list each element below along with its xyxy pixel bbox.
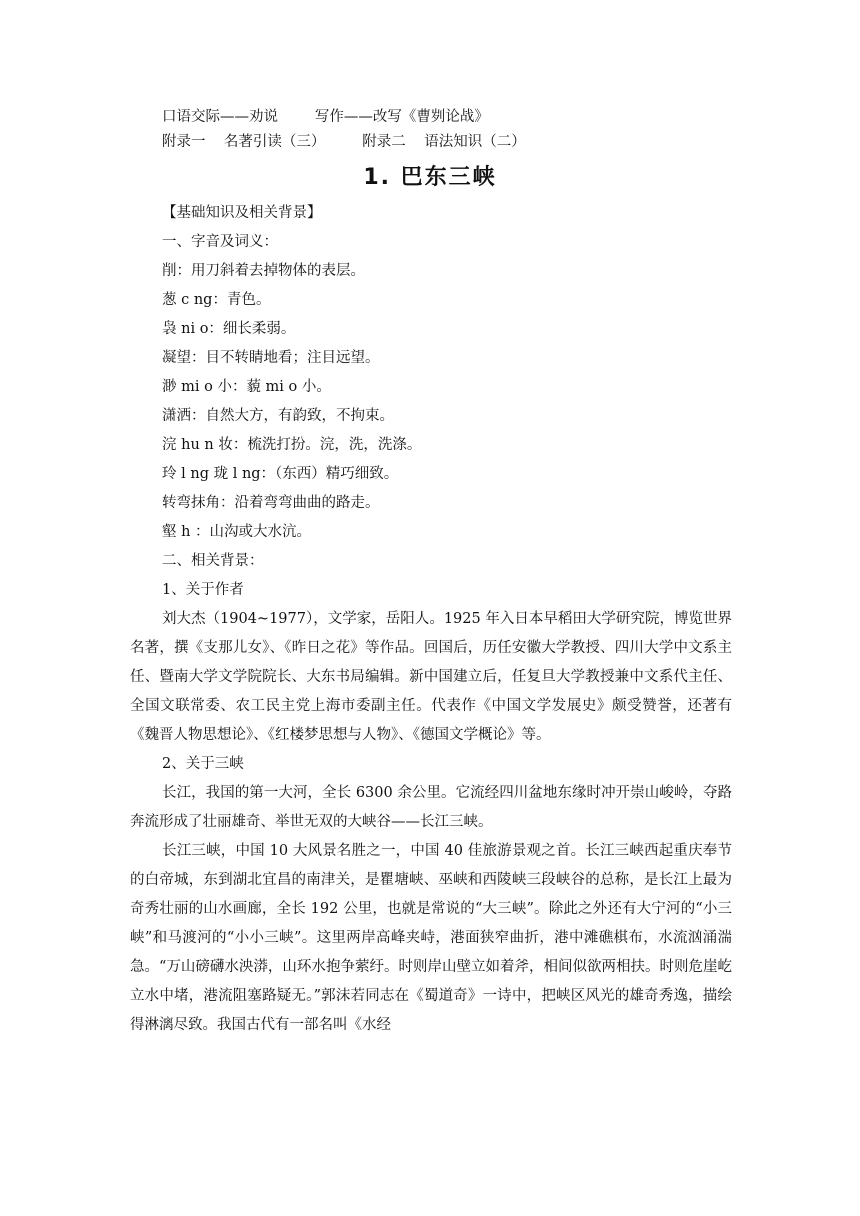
vocab-item: 葱 c ng：青色。	[162, 292, 271, 308]
section-header-related: 二、相关背景：	[162, 553, 264, 569]
gorges-paragraph-1: 长江，我国的第一大河，全长 6300 余公里。它流经四川盆地东缘时冲开崇山峻岭，夺路奔流形成了壮丽雄奇、举世无双的大峡谷——长江三峡。	[130, 785, 732, 830]
subsection-header-author: 1、关于作者	[162, 582, 244, 598]
vocab-item: 壑 h ：山沟或大水沆。	[162, 524, 312, 540]
gorges-paragraph-2: 长江三峡，中国 10 大风景名胜之一，中国 40 佳旅游景观之首。长江三峡西起重庆奉节的白帝城，东到湖北宜昌的南津关，是瞿塘峡、巫峡和西陵峡三段峡谷的总称，是长江上最为奇秀壮丽的山水画廊，全长 192 公里，也就是常说的“大三峡”。除此之外还有大宁河的“小三峡”和马渡河的“小小三峡”。这里两岸高峰夹峙，港面狭窄曲折，港中滩礁棋布，水流汹涌湍急。“万山磅礴水泱漭，山环水抱争萦纡。时则岸山壁立如着斧，相间似欲两相扶。时则危崖屹立水中堵，港流阻塞路疑无。”郭沫若同志在《蜀道奇》一诗中，把峡区风光的雄奇秀逸，描绘得淋漓尽致。我国古代有一部名叫《水经	[130, 843, 732, 1033]
vocab-item: 袅 ni o：细长柔弱。	[162, 321, 296, 337]
vocab-item: 浣 hu n 妆：梳洗打扮。浣，洗，洗涤。	[162, 437, 422, 453]
section-header-vocab: 一、字音及词义：	[162, 234, 278, 250]
toc-line-2: 附录一 名著引读（三） 附录二 语法知识（二）	[162, 134, 526, 150]
vocab-item: 凝望：目不转睛地看；注目远望。	[162, 350, 380, 366]
vocab-item: 转弯抹角：沿着弯弯曲曲的路走。	[162, 495, 380, 511]
toc-line-1: 口语交际——劝说 写作——改写《曹刿论战》	[162, 109, 489, 125]
document-body	[130, 199, 732, 1040]
vocab-item: 削：用刀斜着去掉物体的表层。	[162, 263, 365, 279]
vocab-item: 玲 l ng 珑 l ng：（东西）精巧细致。	[162, 466, 399, 482]
vocab-item: 渺 mi o 小：藐 mi o 小。	[162, 379, 331, 395]
subsection-header-gorges: 2、关于三峡	[162, 756, 244, 772]
vocab-item: 潇洒：自然大方，有韵致，不拘束。	[162, 408, 394, 424]
author-paragraph: 刘大杰（1904~1977），文学家，岳阳人。1925 年入日本早稻田大学研究院，博览世界名著，撰《支那儿女》、《昨日之花》等作品。回国后，历任安徽大学教授、四川大学中文系主任、暨南大学文学院院长、大东书局编辑。新中国建立后，任复旦大学教授兼中文系代主任、全国文联常委、农工民主党上海市委副主任。代表作《中国文学发展史》颇受赞誉，还著有《魏晋人物思想论》、《红楼梦思想与人物》、《德国文学概论》等。	[130, 611, 732, 743]
section-header-background: 【基础知识及相关背景】	[162, 205, 322, 221]
page-title: 1. 巴东三峡	[363, 165, 497, 190]
